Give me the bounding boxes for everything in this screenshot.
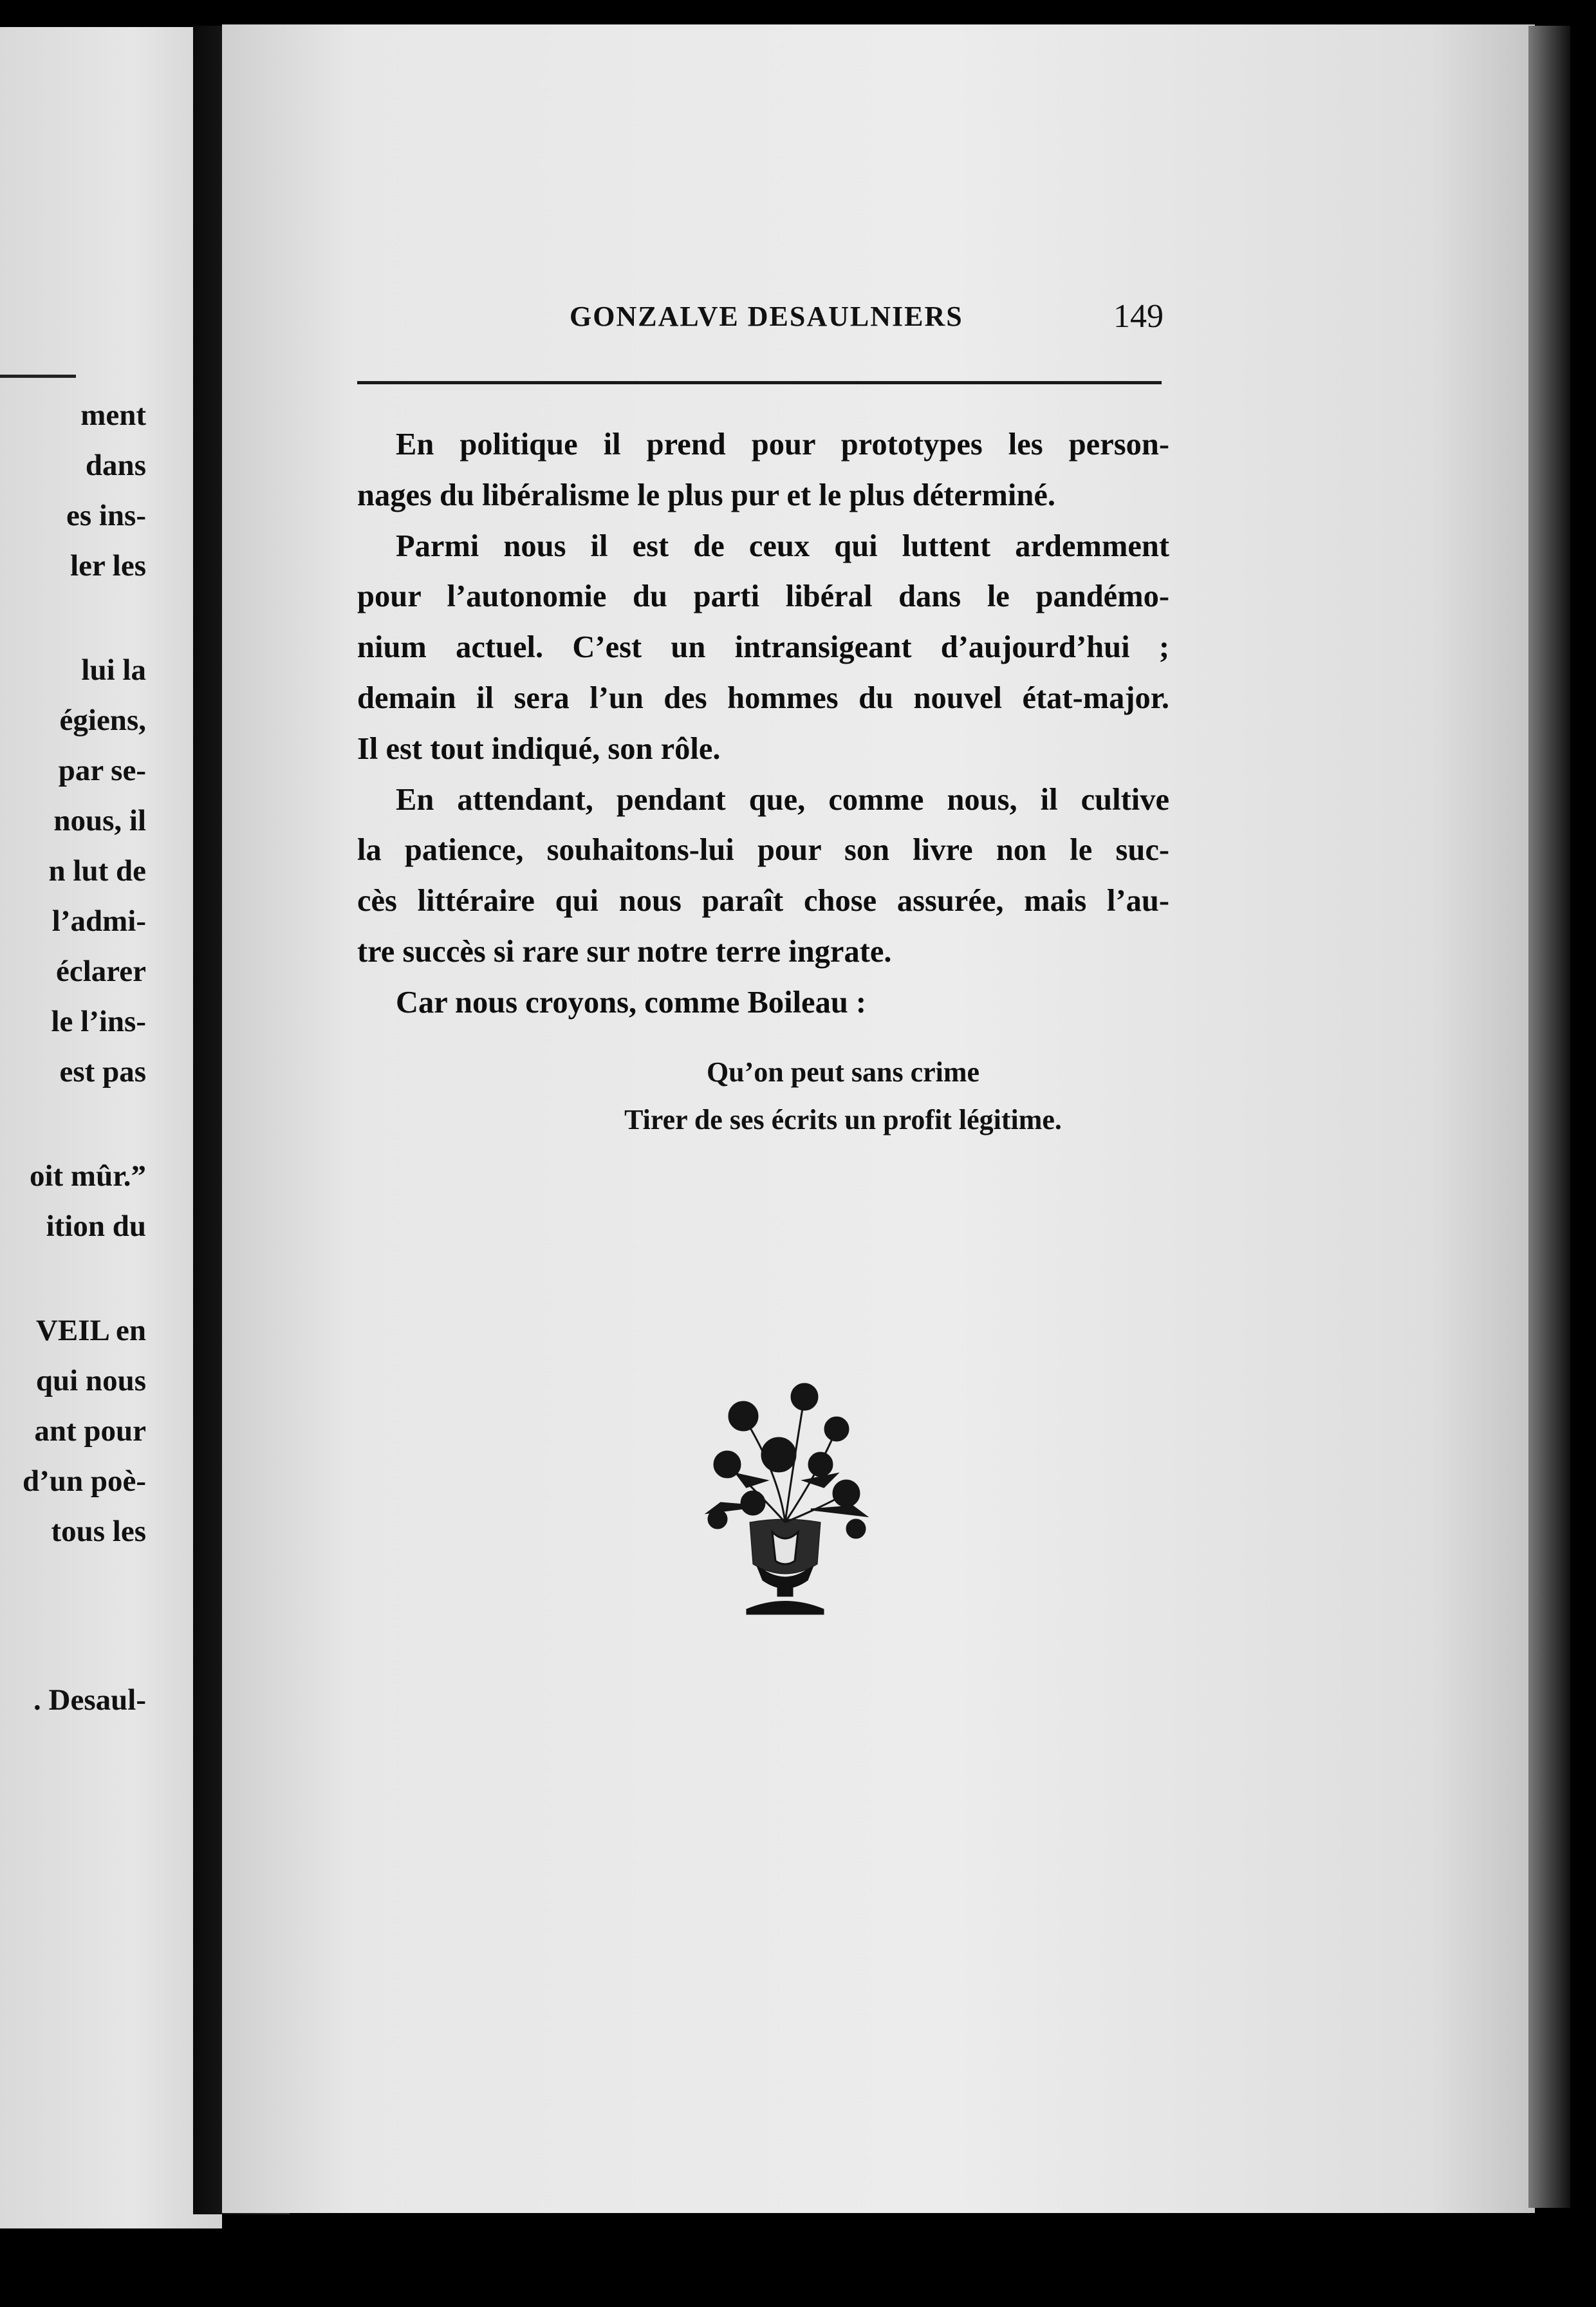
page-edge [1528, 26, 1570, 2208]
left-page-fragment: ant pour [34, 1414, 146, 1448]
text-line: nages du libéralisme le plus pur et le plus déterminé. [357, 478, 1055, 512]
paragraph [357, 978, 1169, 1029]
flower-vase-icon [682, 1378, 888, 1622]
left-page-fragment: ler les [70, 549, 146, 583]
text-line: demain il sera l’un des hommes du nouvel état-major. [357, 680, 1169, 715]
left-page-fragment: VEIL en [35, 1314, 146, 1347]
left-page-fragment: qui nous [35, 1364, 146, 1397]
body-text [357, 420, 1169, 1029]
left-page-fragment: lui la [81, 653, 146, 687]
page-number: 149 [1113, 298, 1164, 335]
left-page-fragment: égiens, [59, 704, 146, 737]
text-line: cès littéraire qui nous paraît chose assurée, mais l’au- [357, 884, 1169, 919]
left-page-fragment: es ins- [66, 499, 146, 532]
text-line: pour l’autonomie du parti libéral dans le pandémo- [357, 579, 1169, 614]
text-line: Il est tout indiqué, son rôle. [357, 731, 721, 766]
text-line: En attendant, pendant que, comme nous, il cultive [396, 782, 1169, 817]
left-page-fragment: nous, il [53, 804, 146, 837]
paragraph [357, 521, 1169, 775]
left-page-fragment: tous les [51, 1515, 146, 1548]
left-page-fragment: éclarer [55, 955, 146, 988]
left-page-fragment: ition du [46, 1210, 146, 1243]
text-line: Parmi nous il est de ceux qui luttent ardemment [396, 528, 1169, 563]
text-line: Car nous croyons, comme Boileau : [396, 985, 867, 1020]
left-page-fragment: dans [85, 449, 146, 482]
text-line: En politique il prend pour prototypes les person- [396, 427, 1169, 462]
left-page-rule [0, 375, 76, 378]
text-line: la patience, souhaitons-lui pour son livre non le suc- [357, 833, 1169, 868]
paragraph [357, 775, 1169, 978]
left-page-fragment: est pas [59, 1055, 146, 1088]
left-page-fragment: n lut de [48, 854, 146, 888]
text-line: nium actuel. C’est un intransigeant d’aujourd’hui ; [357, 630, 1169, 665]
left-page-fragment: l’admi- [51, 904, 146, 938]
verse-line: Tirer de ses écrits un profit légitime. [624, 1104, 1062, 1135]
running-title: GONZALVE DESAULNIERS [570, 301, 963, 332]
left-page-fragment: . Desaul- [33, 1683, 146, 1717]
text-line: tre succès si rare sur notre terre ingrate. [357, 934, 892, 969]
left-page-fragment: oit mûr.” [29, 1159, 146, 1193]
verse-line: Qu’on peut sans crime [706, 1056, 980, 1088]
paragraph [357, 420, 1169, 521]
left-page-fragment: par se- [58, 754, 146, 787]
header-rule [357, 381, 1162, 384]
left-page-fragment: le l’ins- [51, 1005, 146, 1038]
left-page-fragment: d’un poè- [23, 1464, 146, 1498]
left-page [0, 27, 222, 2228]
left-page-fragment: ment [80, 398, 146, 432]
